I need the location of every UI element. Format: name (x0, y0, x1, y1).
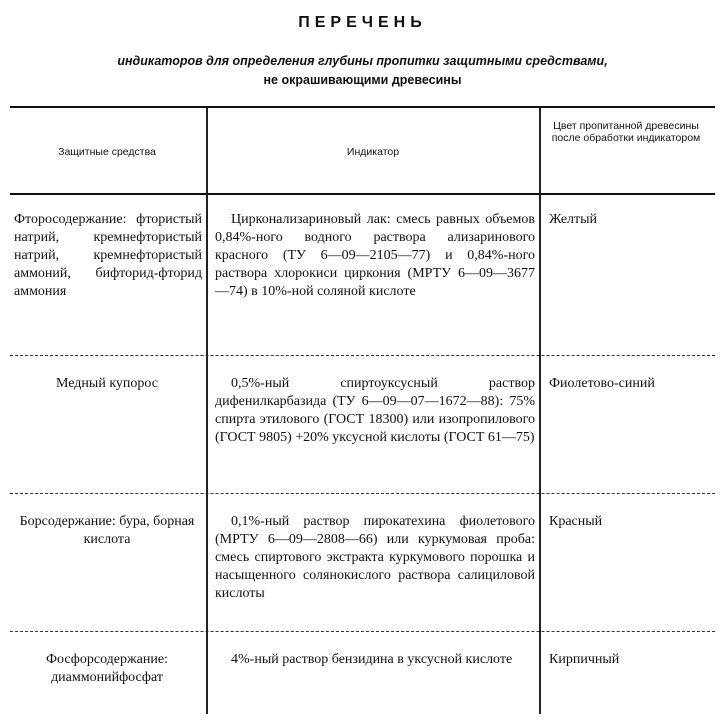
column-header-color: Цвет пропитанной древесины после обработки индикатором (551, 120, 701, 144)
cell-indicator: Цирконализариновый лак: смесь равных объемов 0,84%-ного водного раствора ализаринового красного (ТУ 6—09—2105—77) и 0,84%-ного раствора хлорокиси циркония (МРТУ 6—09—3677—74) в 10%-ной соляной кислоте (215, 212, 535, 299)
subtitle-line-1: индикаторов для определения глубины пропитки защитными средствами, (117, 54, 608, 68)
cell-color: Желтый (549, 212, 598, 227)
cell-color: Фиолетово-синий (549, 376, 655, 391)
cell-color: Красный (549, 514, 603, 529)
page-subtitle (30, 52, 695, 90)
column-header-indicator: Индикатор (346, 146, 400, 158)
row-separator (10, 631, 715, 632)
row-separator (10, 493, 715, 494)
column-divider (206, 108, 208, 714)
cell-agent: Фосфорсодержание: диаммонийфосфат (46, 652, 168, 685)
cell-agent: Борсодержание: бура, борная кислота (19, 514, 195, 547)
row-separator (10, 355, 715, 356)
cell-indicator: 4%-ный раствор бензидина в уксусной кислоте (231, 652, 513, 667)
cell-color: Кирпичный (549, 652, 620, 667)
cell-indicator: 0,5%-ный спиртоуксусный раствор дифенилкарбазида (ТУ 6—09—07—1672—88): 75% спирта этилового (ГОСТ 18300) или изопропилового (ГОСТ 9805) +20% уксусной кислоты (ГОСТ 61—75) (215, 376, 535, 445)
column-divider (539, 108, 541, 714)
page-title: ПЕРЕЧЕНЬ (298, 14, 427, 31)
subtitle-line-2: не окрашивающими древесины (263, 73, 462, 87)
cell-agent: Фторосодержание: фтористый натрий, кремнефтористый натрий, кремнефтористый аммоний, бифторид-фторид аммония (14, 212, 202, 299)
table-header-border (10, 193, 715, 195)
cell-agent: Медный купорос (56, 376, 158, 391)
cell-indicator: 0,1%-ный раствор пирокатехина фиолетового (МРТУ 6—09—2808—66) или куркумовая проба: смесь спиртового экстракта куркумового порошка и насыщенного солянокислого раствора салициловой кислоты (215, 514, 535, 601)
column-header-agent: Защитные средства (58, 146, 156, 158)
table-top-border (10, 106, 715, 108)
